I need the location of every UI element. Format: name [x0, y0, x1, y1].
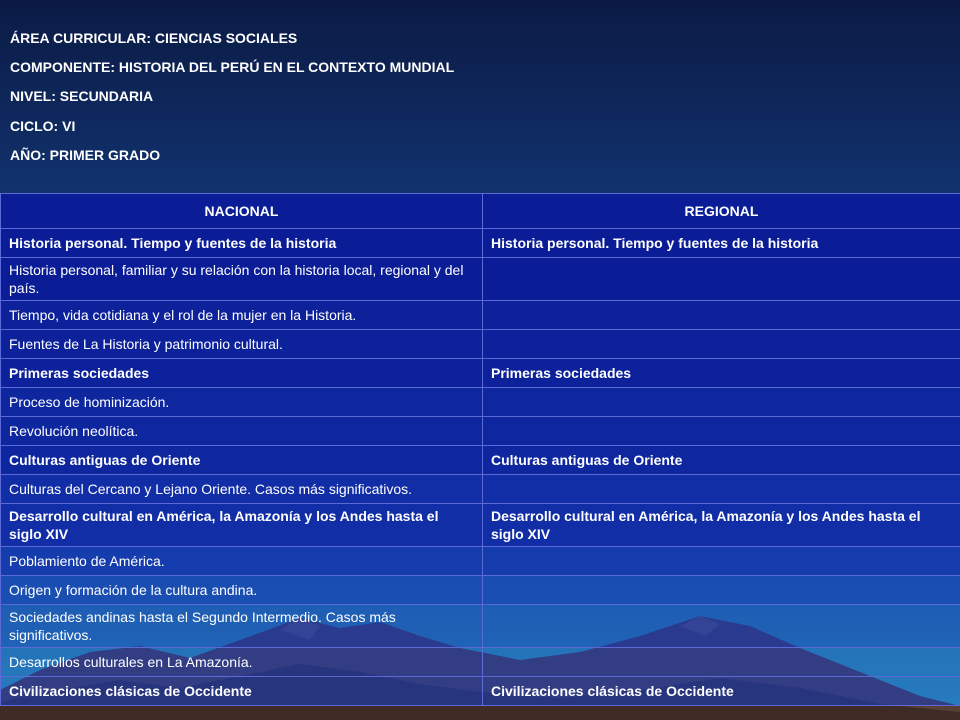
table-row	[1, 258, 960, 301]
cell-nacional: Sociedades andinas hasta el Segundo Intermedio. Casos más significativos.	[1, 605, 483, 648]
table-row	[1, 504, 960, 547]
table-row	[1, 229, 960, 258]
column-header-nacional: NACIONAL	[1, 194, 483, 229]
table-row	[1, 605, 960, 648]
table-row	[1, 417, 960, 446]
area-curricular-line: ÁREA CURRICULAR: CIENCIAS SOCIALES	[10, 30, 298, 46]
cell-nacional: Origen y formación de la cultura andina.	[1, 576, 483, 605]
curriculum-table	[0, 193, 960, 706]
cell-regional: Desarrollo cultural en América, la Amazonía y los Andes hasta el siglo XIV	[483, 504, 960, 547]
cell-regional	[483, 547, 960, 576]
componente-line: COMPONENTE: HISTORIA DEL PERÚ EN EL CONTEXTO MUNDIAL	[10, 59, 455, 76]
table-row	[1, 547, 960, 576]
cell-regional: Historia personal. Tiempo y fuentes de la historia	[483, 229, 960, 258]
table-row	[1, 330, 960, 359]
cell-nacional: Historia personal. Tiempo y fuentes de la historia	[1, 229, 483, 258]
table-row	[1, 475, 960, 504]
table-header-row	[1, 194, 960, 229]
cell-nacional: Tiempo, vida cotidiana y el rol de la mujer en la Historia.	[1, 301, 483, 330]
column-header-regional: REGIONAL	[483, 194, 960, 229]
cell-nacional: Civilizaciones clásicas de Occidente	[1, 677, 483, 706]
table-row	[1, 446, 960, 475]
table-row	[1, 388, 960, 417]
cell-regional	[483, 475, 960, 504]
cell-regional	[483, 388, 960, 417]
cell-regional: Culturas antiguas de Oriente	[483, 446, 960, 475]
table-row	[1, 648, 960, 677]
nivel-line: NIVEL: SECUNDARIA	[10, 88, 154, 105]
cell-regional: Civilizaciones clásicas de Occidente	[483, 677, 960, 706]
table-row	[1, 359, 960, 388]
anio-line: AÑO: PRIMER GRADO	[10, 146, 161, 163]
document-header	[10, 28, 454, 174]
cell-regional	[483, 258, 960, 301]
cell-regional	[483, 648, 960, 677]
cell-nacional: Poblamiento de América.	[1, 547, 483, 576]
cell-nacional: Desarrollo cultural en América, la Amazonía y los Andes hasta el siglo XIV	[1, 504, 483, 547]
ciclo-line: CICLO: VI	[10, 117, 76, 134]
table-row	[1, 301, 960, 330]
cell-regional	[483, 330, 960, 359]
cell-nacional: Fuentes de La Historia y patrimonio cultural.	[1, 330, 483, 359]
cell-regional: Primeras sociedades	[483, 359, 960, 388]
table-row	[1, 576, 960, 605]
table-row	[1, 677, 960, 706]
cell-nacional: Culturas antiguas de Oriente	[1, 446, 483, 475]
cell-nacional: Proceso de hominización.	[1, 388, 483, 417]
cell-nacional: Revolución neolítica.	[1, 417, 483, 446]
cell-nacional: Primeras sociedades	[1, 359, 483, 388]
cell-nacional: Culturas del Cercano y Lejano Oriente. Casos más significativos.	[1, 475, 483, 504]
cell-regional	[483, 301, 960, 330]
cell-regional	[483, 417, 960, 446]
cell-regional	[483, 576, 960, 605]
cell-regional	[483, 605, 960, 648]
cell-nacional: Desarrollos culturales en La Amazonía.	[1, 648, 483, 677]
cell-nacional: Historia personal, familiar y su relación con la historia local, regional y del país.	[1, 258, 483, 301]
